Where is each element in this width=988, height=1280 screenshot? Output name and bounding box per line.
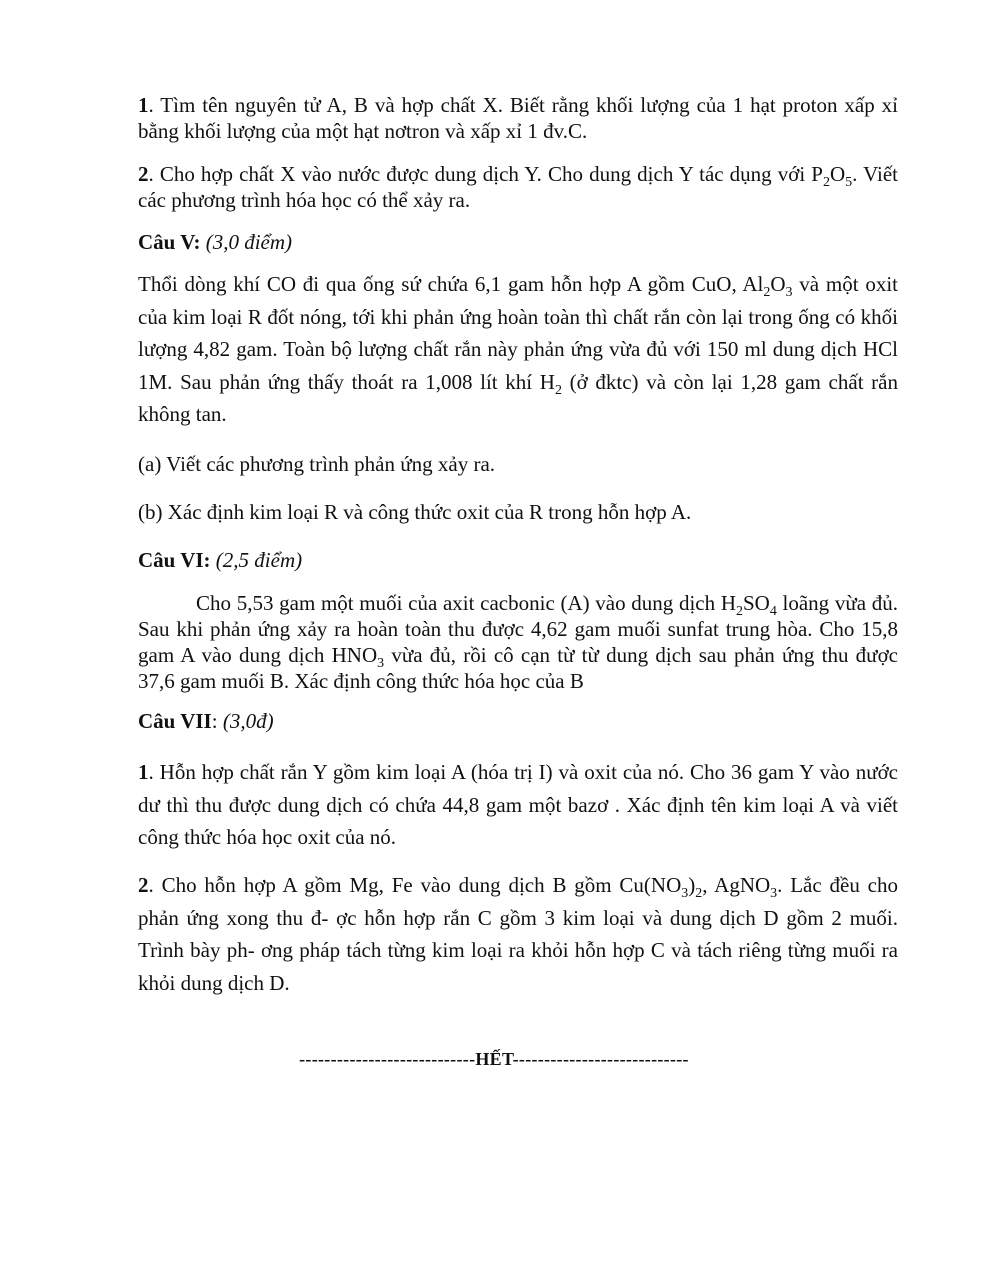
part-text: . Viết các phương trình hóa học có thể xảy ra. [138,162,899,212]
q5-heading [138,229,898,255]
subscript: 2 [822,175,830,190]
body-text: Cho 5,53 gam một muối của axit cacbonic (A) vào dung dịch H [196,591,736,615]
part-text: O [829,162,846,186]
q5-body [138,268,898,431]
q4-part1 [138,92,898,144]
q7-heading [138,708,898,734]
part-number: 2 [138,873,149,897]
q5-item-a: (a) Viết các phương trình phản ứng xảy ra. [138,452,496,476]
question-label: Câu V: [138,230,201,254]
subscript: 3 [785,285,793,300]
body-text: loãng vừa đủ. Sau khi phản ứng xảy ra hoàn toàn thu được 4,62 gam muối sunfat trung hòa. Cho 15,8 gam A vào dung dịch HNO [138,591,898,667]
body-text: (ở đktc) và còn lại 1,28 gam chất rắn không tan. [138,369,899,426]
part-text: ) [688,873,696,897]
subscript: 4 [769,604,777,619]
q7-part1 [138,756,898,854]
part-text: . Hỗn hợp chất rắn Y gồm kim loại A (hóa trị I) và oxit của nó. Cho 36 gam Y vào nước dư thì thu được dung dịch có chứa 44,8 gam một bazơ . Xác định tên kim loại A và viết công thức hóa học oxit của nó. [138,760,898,849]
q6-body [138,590,898,694]
body-text: O [770,272,786,296]
part-text: . Cho hỗn hợp A gồm Mg, Fe vào dung dịch B gồm Cu(NO [148,873,682,897]
part-text: . Lắc đều cho phản ứng xong thu đ- ợc hỗn hợp rắn C gồm 3 kim loại và dung dịch D gồm 2 muối. Trình bày ph- ơng pháp tách từng kim loại ra khỏi hỗn hợp C và tách riêng từng muối ra khỏi dung dịch D. [138,873,898,995]
part-text: , AgNO [702,873,771,897]
question-colon: : [211,709,223,733]
question-label: Câu VI: [138,548,211,572]
q6-heading [138,547,898,573]
part-text: . Tìm tên nguyên tử A, B và hợp chất X. Biết rằng khối lượng của 1 hạt proton xấp xỉ bằng khối lượng của một hạt nơtron và xấp xỉ 1 đv.C. [138,93,898,143]
part-number: 2 [138,162,149,186]
subscript: 3 [770,886,778,901]
question-points: (3,0 điểm) [200,230,293,254]
part-text: . Cho hợp chất X vào nước được dung dịch Y. Cho dung dịch Y tác dụng với P [148,162,823,186]
subscript: 2 [554,382,562,398]
part-number: 1 [138,93,149,117]
body-text: vừa đủ, rồi cô cạn từ từ dung dịch sau phản ứng thu được 37,6 gam muối B. Xác định công thức hóa học của B [138,643,898,693]
subscript: 2 [763,285,771,300]
body-text: Thổi dòng khí CO đi qua ống sứ chứa 6,1 gam hỗn hợp A gồm CuO, Al [138,272,764,296]
subscript: 2 [735,604,743,619]
part-number: 1 [138,760,149,784]
subscript: 5 [845,175,853,190]
q7-part2 [138,869,898,999]
question-points: (2,5 điểm) [210,548,303,572]
body-text: và một oxit của kim loại R đốt nóng, tới khi phản ứng hoàn toàn thì chất rắn còn lại trong ống có khối lượng 4,82 gam. Toàn bộ lượng chất rắn này phản ứng vừa đủ với 150 ml dung dịch HCl 1M. Sau phản ứng thấy thoát ra 1,008 lít khí H [138,272,898,394]
subscript: 3 [377,656,385,671]
end-marker: ----------------------------HẾT---------------------------- [299,1049,689,1069]
subscript: 2 [695,886,703,901]
q5-item-b: (b) Xác định kim loại R và công thức oxit của R trong hỗn hợp A. [138,500,692,524]
body-text: SO [742,591,770,615]
question-label: Câu VII [138,709,212,733]
question-points: (3,0đ) [222,709,274,733]
q4-part2 [138,161,898,213]
subscript: 3 [681,886,689,901]
